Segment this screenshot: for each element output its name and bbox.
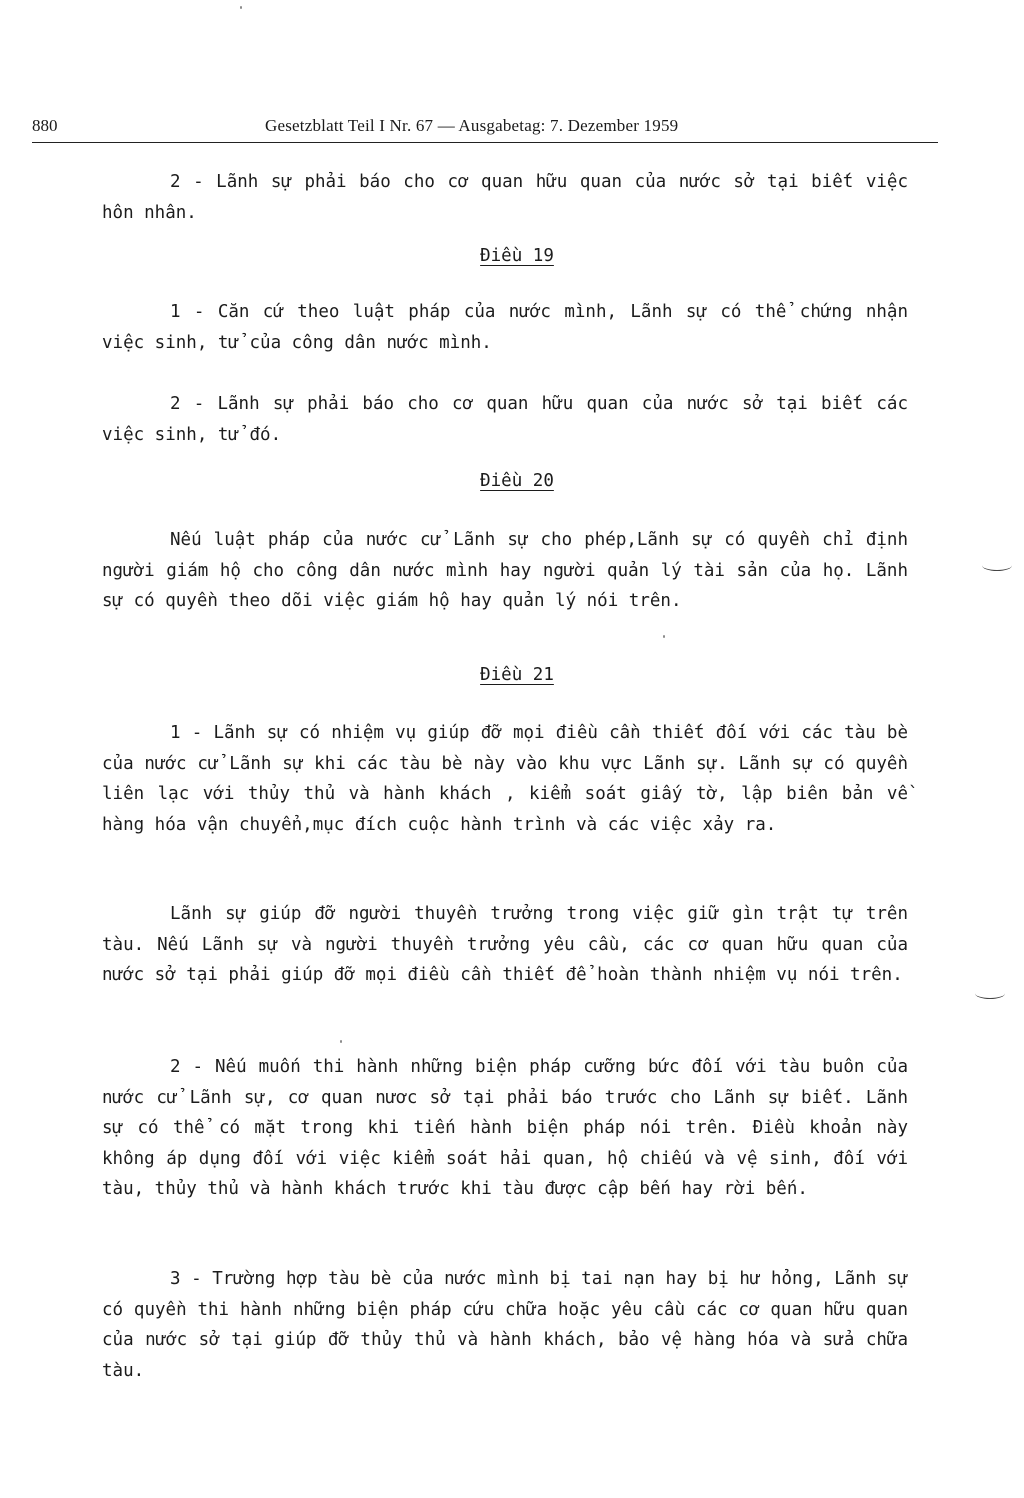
scan-speck (240, 6, 242, 9)
page-number: 880 (32, 116, 58, 135)
dieu-19-paragraph-2: 2 - Lãnh sự phải báo cho cơ quan hữu quan của nước sở tại biết các việc sinh, tử đó. (102, 394, 908, 445)
heading-dieu-19: Điều 19 (480, 246, 554, 266)
gazette-title: Gesetzblatt Teil I Nr. 67 — Ausgabetag: 7. Dezember 1959 (265, 116, 679, 135)
dieu-20-paragraph-1: Nếu luật pháp của nước cử Lãnh sự cho phép,Lãnh sự có quyền chỉ định người giám hộ cho công dân nước mình hay người quản lý tài sản của họ. Lãnh sự có quyền theo dõi việc giám hộ hay quản lý nói trên. (102, 530, 908, 611)
dieu-21-paragraph-1: 1 - Lãnh sự có nhiệm vụ giúp đỡ mọi điều cần thiết đối với các tàu bè của nước cử Lãnh sự khi các tàu bè này vào khu vực Lãnh sự. Lãnh sự có quyền liên lạc với thủy thủ và hành khách , kiểm soát giấy tờ, lập biên bản về hàng hóa vận chuyển,mục đích cuộc hành trình và các việc xảy ra. (102, 723, 908, 835)
heading-dieu-21: Điều 21 (480, 665, 554, 685)
page-header (32, 114, 938, 143)
scan-speck (663, 635, 665, 638)
paragraph-intro: 2 - Lãnh sự phải báo cho cơ quan hữu quan của nước sở tại biết việc hôn nhân. (102, 172, 908, 223)
dieu-21-paragraph-4: 3 - Trường hợp tàu bè của nước mình bị tai nạn hay bị hư hỏng, Lãnh sự có quyền thi hành những biện pháp cứu chữa hoặc yêu cầu các cơ quan hữu quan của nước sở tại giúp đỡ thủy thủ và hành khách, bảo vệ hàng hóa và sửa chữa tàu. (102, 1269, 908, 1381)
margin-mark (982, 560, 1012, 571)
dieu-21-paragraph-2: Lãnh sự giúp đỡ người thuyền trưởng trong việc giữ gìn trật tự trên tàu. Nếu Lãnh sự và người thuyền trưởng yêu cầu, các cơ quan hữu quan của nước sở tại phải giúp đỡ mọi điều cần thiết để hoàn thành nhiệm vụ nói trên. (102, 904, 908, 985)
heading-dieu-20: Điều 20 (480, 471, 554, 491)
dieu-19-paragraph-1: 1 - Căn cứ theo luật pháp của nước mình, Lãnh sự có thể chứng nhận việc sinh, tử của công dân nước mình. (102, 302, 908, 353)
margin-mark (975, 988, 1005, 999)
dieu-21-paragraph-3: 2 - Nếu muốn thi hành những biện pháp cưỡng bức đối với tàu buôn của nước cử Lãnh sự, cơ quan nươc sở tại phải báo trước cho Lãnh sự biết. Lãnh sự có thể có mặt trong khi tiến hành biện pháp nói trên. Điều khoản này không áp dụng đối với việc kiểm soát hải quan, hộ chiếu và vệ sinh, đối với tàu, thủy thủ và hành khách trước khi tàu được cập bến hay rời bến. (102, 1057, 908, 1199)
scan-speck (340, 1040, 342, 1043)
